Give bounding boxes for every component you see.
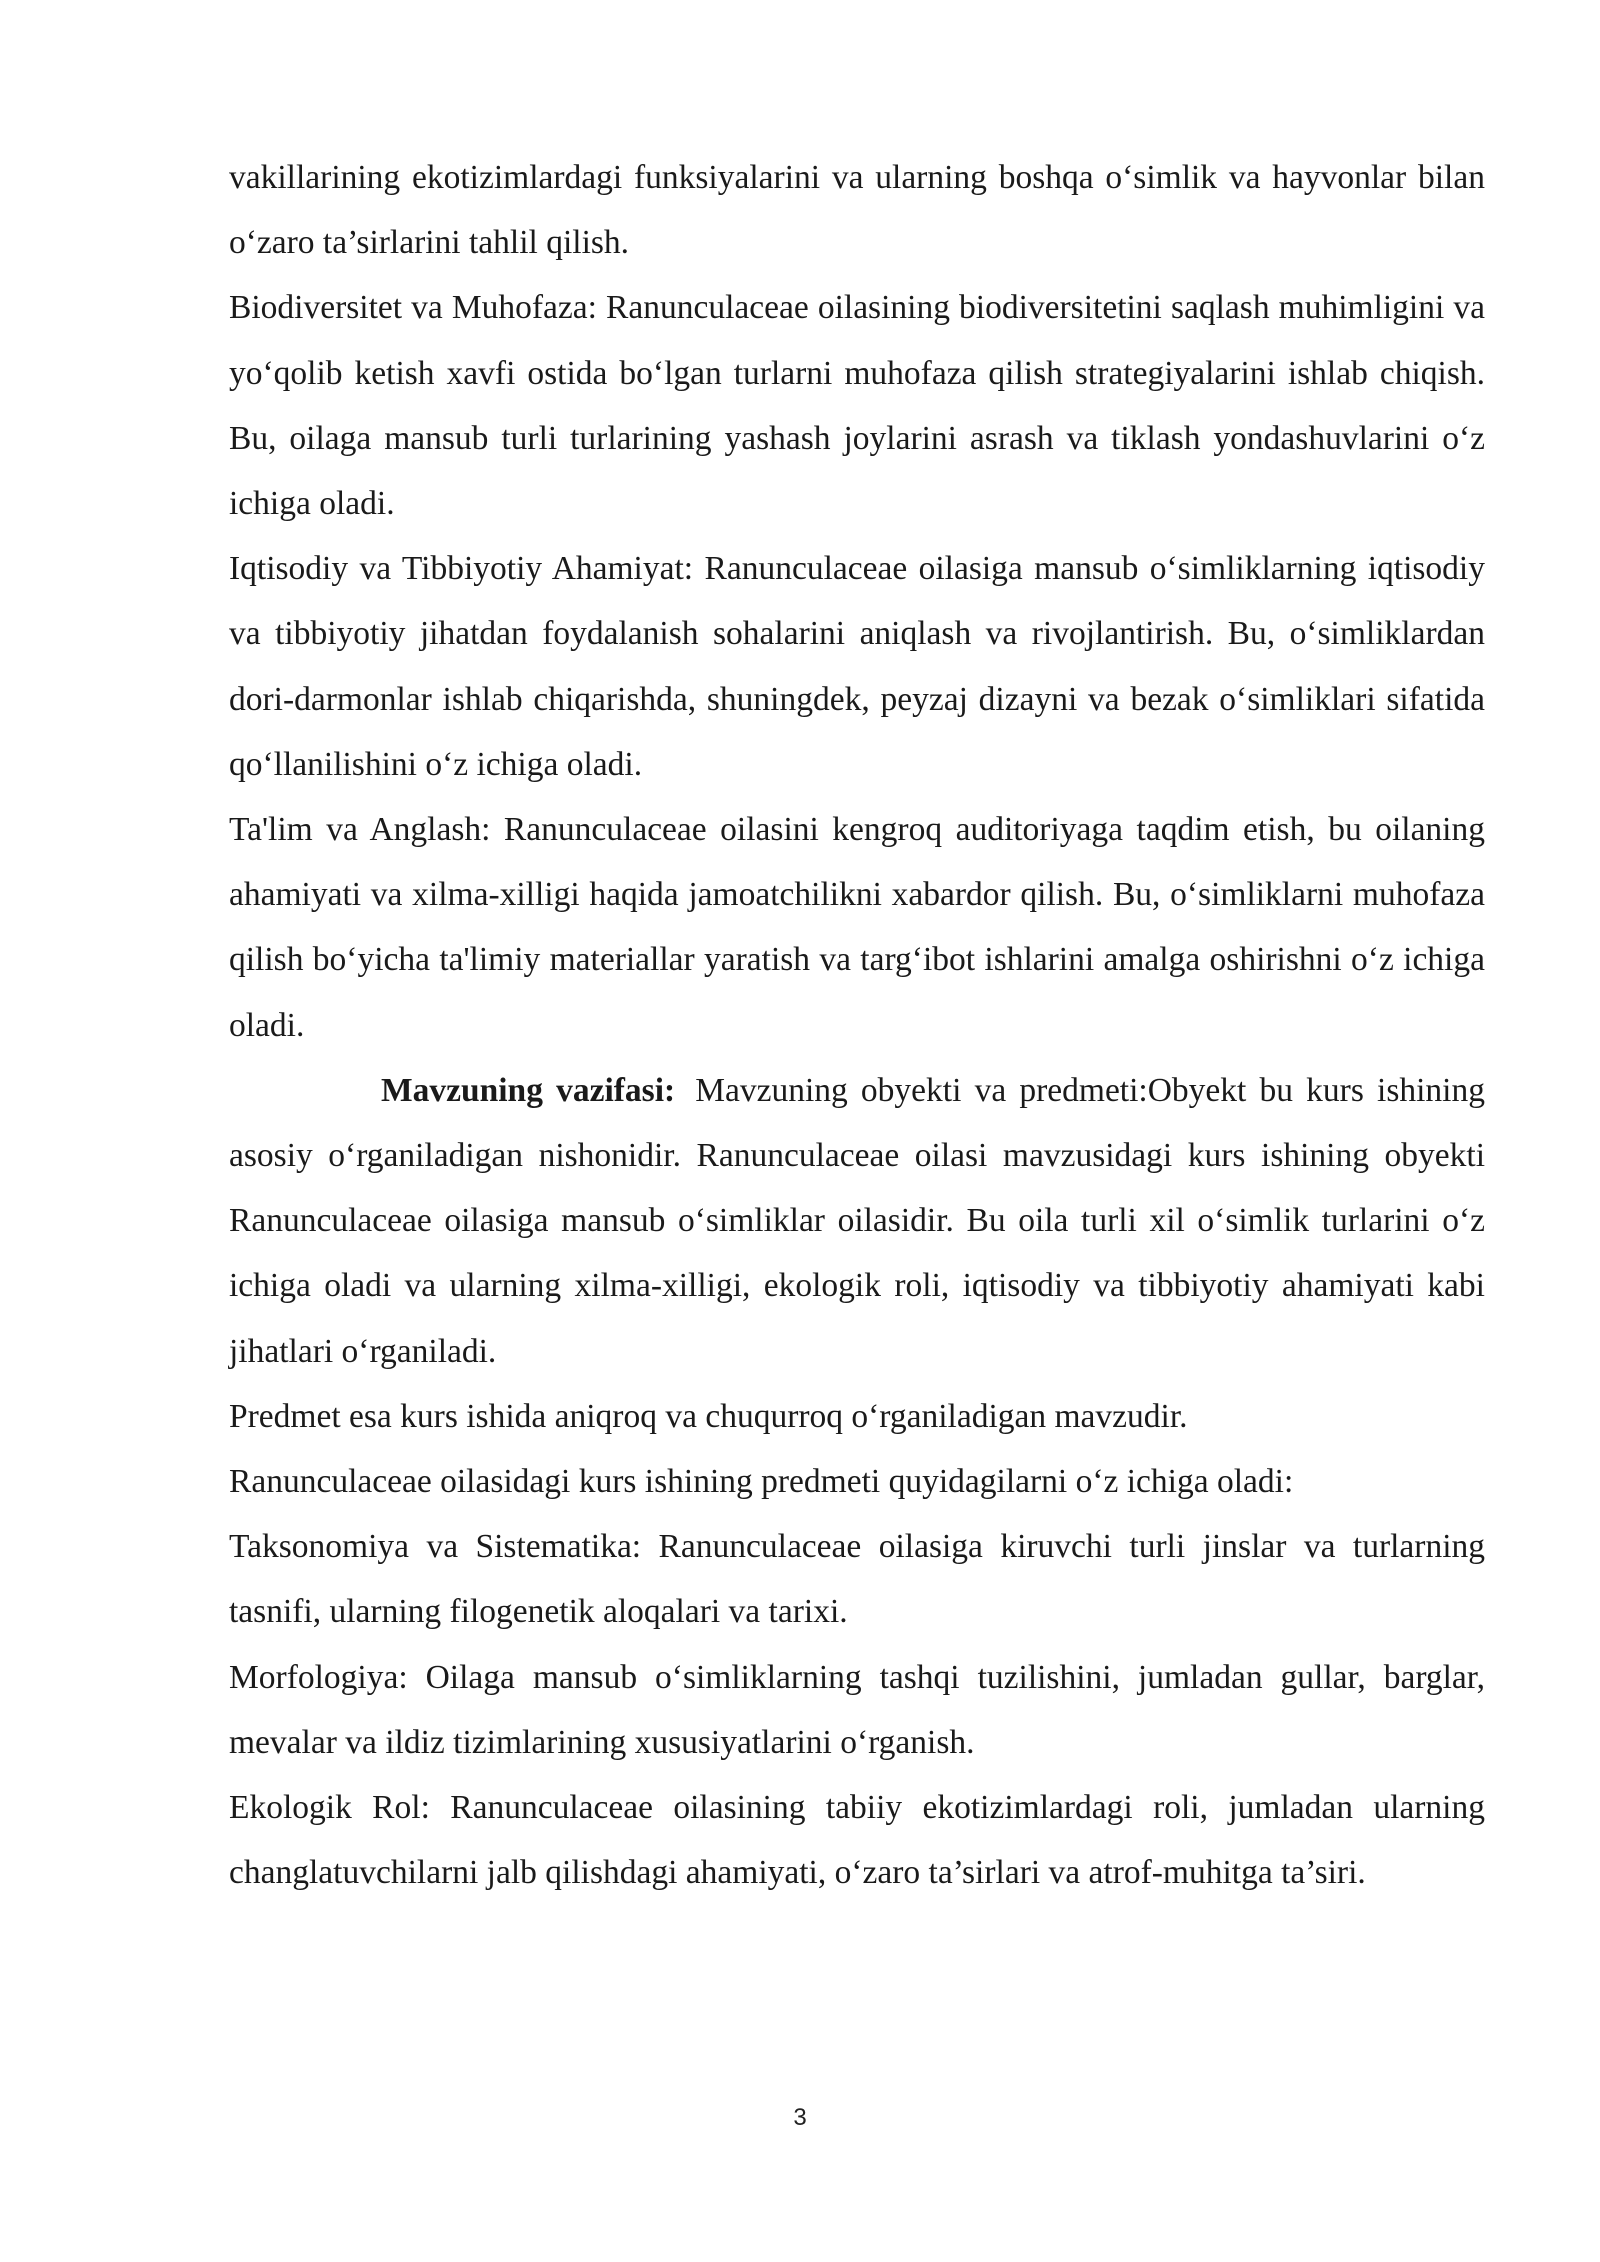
task-heading: Mavzuning vazifasi:: [381, 1071, 676, 1109]
document-body: [229, 145, 1485, 1905]
paragraph-taxonomy: Taksonomiya va Sistematika: Ranunculaceae oilasiga kiruvchi turli jinslar va turlarning tasnifi, ularning filogenetik aloqalari va tarixi.: [229, 1528, 1485, 1631]
paragraph-subject: Predmet esa kurs ishida aniqroq va chuqurroq o‘rganiladigan mavzudir.: [229, 1397, 1188, 1435]
task-text: Mavzuning obyekti va predmeti:Obyekt bu kurs ishining asosiy o‘rganiladigan nishonidir. Ranunculaceae oilasi mavzusidagi kurs ishining obyekti Ranunculaceae oilasiga mansub o‘simliklar oilasidir. Bu oila turli xil o‘simlik turlarini o‘z ichiga oladi va ularning xilma-xilligi, ekologik roli, iqtisodiy va tibbiyotiy ahamiyati kabi jihatlari o‘rganiladi.: [229, 1071, 1485, 1370]
paragraph-economic-medical: Iqtisodiy va Tibbiyotiy Ahamiyat: Ranunculaceae oilasiga mansub o‘simliklarning iqtisodiy va tibbiyotiy jihatdan foydalanish sohalarini aniqlash va rivojlantirish. Bu, o‘simliklardan dori-darmonlar ishlab chiqarishda, shuningdek, peyzaj dizayni va bezak o‘simliklari sifatida qo‘llanilishini o‘z ichiga oladi.: [229, 550, 1485, 783]
paragraph-task-of-topic: [229, 1058, 1485, 1384]
paragraph-ecosystem-functions: vakillarining ekotizimlardagi funksiyalarini va ularning boshqa o‘simlik va hayvonlar bilan o‘zaro ta’sirlarini tahlil qilish.: [229, 159, 1485, 262]
paragraph-morphology: Morfologiya: Oilaga mansub o‘simliklarning tashqi tuzilishini, jumladan gullar, barglar, mevalar va ildiz tizimlarining xususiyatlarini o‘rganish.: [229, 1658, 1485, 1761]
paragraph-subject-includes: Ranunculaceae oilasidagi kurs ishining predmeti quyidagilarni o‘z ichiga oladi:: [229, 1463, 1294, 1501]
paragraph-ecological-role: Ekologik Rol: Ranunculaceae oilasining tabiiy ekotizimlardagi roli, jumladan ularning changlatuvchilarni jalb qilishdagi ahamiyati, o‘zaro ta’sirlari va atrof-muhitga ta’siri.: [229, 1789, 1485, 1892]
paragraph-education: Ta'lim va Anglash: Ranunculaceae oilasini kengroq auditoriyaga taqdim etish, bu oilaning ahamiyati va xilma-xilligi haqida jamoatchilikni xabardor qilish. Bu, o‘simliklarni muhofaza qilish bo‘yicha ta'limiy materiallar yaratish va targ‘ibot ishlarini amalga oshirishni o‘z ichiga oladi.: [229, 811, 1485, 1044]
page-number: 3: [793, 2104, 807, 2131]
paragraph-biodiversity: Biodiversitet va Muhofaza: Ranunculaceae oilasining biodiversitetini saqlash muhimligini va yo‘qolib ketish xavfi ostida bo‘lgan turlarni muhofaza qilish strategiyalarini ishlab chiqish. Bu, oilaga mansub turli turlarining yashash joylarini asrash va tiklash yondashuvlarini o‘z ichiga oladi.: [229, 289, 1485, 523]
